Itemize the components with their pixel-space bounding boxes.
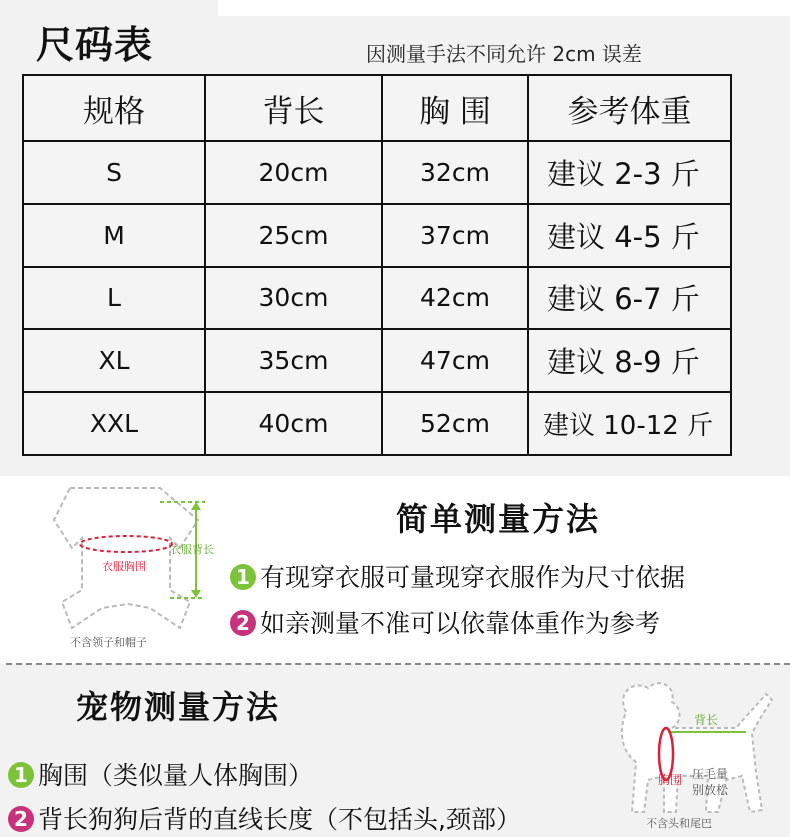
table-row xyxy=(23,329,731,392)
cell-chest: 52cm xyxy=(382,392,528,455)
number-1-icon: 1 xyxy=(230,564,256,590)
garment-chest-label: 衣服胸围 xyxy=(102,560,146,573)
garment-outline xyxy=(54,488,198,628)
cell-size: XL xyxy=(23,329,205,392)
pet-item-2 xyxy=(8,800,521,836)
cell-weight: 建议 8-9 斤 xyxy=(528,329,731,392)
garment-diagram xyxy=(30,480,230,652)
simple-item-1-text: 有现穿衣服可量现穿衣服作为尺寸依据 xyxy=(260,563,686,592)
cell-weight: 建议 4-5 斤 xyxy=(528,204,731,267)
simple-item-2-text: 如亲测量不准可以依靠体重作为参考 xyxy=(260,609,661,638)
tolerance-note: 因测量手法不同允许 2cm 误差 xyxy=(366,42,642,66)
cell-back: 35cm xyxy=(205,329,382,392)
cell-weight: 建议 6-7 斤 xyxy=(528,267,731,330)
dog-press-label-2: 别放松 xyxy=(692,783,729,797)
arrow-up-icon xyxy=(191,502,201,510)
dog-chest-label: 胸围 xyxy=(658,773,683,787)
table-header-row xyxy=(23,75,731,141)
table-row xyxy=(23,267,731,330)
header-chest: 胸 围 xyxy=(382,75,528,141)
page-title: 尺码表 xyxy=(36,23,154,67)
cell-weight: 建议 2-3 斤 xyxy=(528,141,731,204)
cell-chest: 47cm xyxy=(382,329,528,392)
dog-back-label: 背长 xyxy=(694,713,719,727)
cell-chest: 32cm xyxy=(382,141,528,204)
arrow-down-icon xyxy=(191,590,201,598)
pet-item-1 xyxy=(8,756,313,792)
dog-caption: 不含头和尾巴 xyxy=(646,817,712,830)
table-row xyxy=(23,141,731,204)
header-size: 规格 xyxy=(23,75,205,141)
cell-back: 25cm xyxy=(205,204,382,267)
number-2-icon: 2 xyxy=(230,610,256,636)
garment-caption: 不含领子和帽子 xyxy=(70,636,147,649)
simple-item-1 xyxy=(230,558,685,594)
pet-item-2-text: 背长狗狗后背的直线长度（不包括头,颈部） xyxy=(38,805,521,834)
pet-method-heading: 宠物测量方法 xyxy=(76,688,281,726)
cell-size: XXL xyxy=(23,392,205,455)
cell-weight: 建议 10-12 斤 xyxy=(528,392,731,455)
table-row xyxy=(23,392,731,455)
cell-size: S xyxy=(23,141,205,204)
cell-back: 40cm xyxy=(205,392,382,455)
section-divider xyxy=(6,663,790,665)
header-back-length: 背长 xyxy=(205,75,382,141)
number-1-icon: 1 xyxy=(8,762,34,788)
cell-back: 20cm xyxy=(205,141,382,204)
size-table xyxy=(22,74,732,456)
simple-item-2 xyxy=(230,604,660,640)
header-weight: 参考体重 xyxy=(528,75,731,141)
cell-chest: 42cm xyxy=(382,267,528,330)
pet-item-1-text: 胸围（类似量人体胸围） xyxy=(38,761,314,790)
dog-press-label-1: 压毛量 xyxy=(692,767,729,781)
table-row xyxy=(23,204,731,267)
number-2-icon: 2 xyxy=(8,806,34,832)
garment-back-label: 衣服背长 xyxy=(170,543,214,556)
cell-back: 30cm xyxy=(205,267,382,330)
cell-size: L xyxy=(23,267,205,330)
cell-chest: 37cm xyxy=(382,204,528,267)
cell-size: M xyxy=(23,204,205,267)
simple-method-heading: 简单测量方法 xyxy=(396,500,601,538)
dog-diagram xyxy=(586,672,784,832)
top-white-strip xyxy=(218,0,790,16)
